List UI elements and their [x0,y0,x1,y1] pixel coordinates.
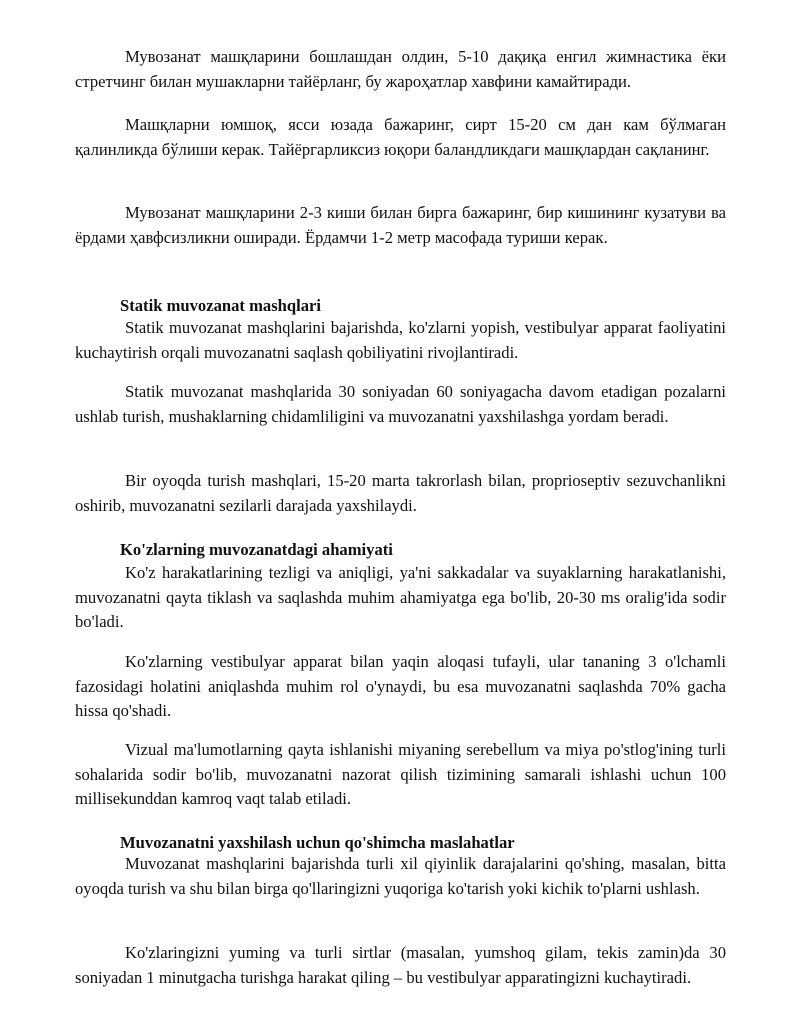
paragraph-difficulty: Muvozanat mashqlarini bajarishda turli xil qiyinlik darajalarini qo'shing, masalan, bitta oyoqda turish va shu bilan birga qo'llaringizni yuqoriga ko'tarish yoki kichik to'plarni ushlash. [75,854,726,898]
paragraph-vestibular-link: Ko'zlarning vestibulyar apparat bilan yaqin aloqasi tufayli, ular tananing 3 o'lchamli fazosidagi holatini aniqlashda muhim rol o'ynaydi, bu esa muvozanatni saqlashda 70% gacha hissa qo'shadi. [75,652,726,720]
paragraph-surfaces: Ko'zlaringizni yuming va turli sirtlar (masalan, yumshoq gilam, tekis zamin)da 30 soniyadan 1 minutgacha turishga harakat qiling – bu vestibulyar apparatingizni kuchaytiradi. [75,943,726,987]
paragraph-partner: Мувозанат машқларини 2-3 киши билан бирга бажаринг, бир кишининг кузатуви ва ёрдами ҳавфсизликни оширади. Ёрдамчи 1-2 метр масофада туриши керак. [75,203,726,247]
paragraph-one-leg: Bir oyoqda turish mashqlari, 15-20 marta takrorlash bilan, proprioseptiv sezuvchanlikni oshirib, muvozanatni sezilarli darajada yaxshilaydi. [75,471,726,515]
section-heading-static-exercises: Statik muvozanat mashqlari [120,296,321,315]
paragraph-warmup: Мувозанат машқларини бошлашдан олдин, 5-10 дақиқа енгил жимнастика ёки стретчинг билан мушакларни тайёрланг, бу жароҳатлар хавфини камайтиради. [75,47,726,91]
paragraph-surface: Машқларни юмшоқ, ясси юзада бажаринг, сирт 15-20 см дан кам бўлмаган қалинликда бўлиши керак. Тайёргарликсиз юқори баландликдаги машқлардан сақланинг. [75,115,726,159]
paragraph-static-eyes-closed: Statik muvozanat mashqlarini bajarishda, ko'zlarni yopish, vestibulyar apparat faoliyatini kuchaytirish orqali muvozanatni saqlash qobiliyatini rivojlantiradi. [75,318,726,362]
section-heading-extra-tips: Muvozanatni yaxshilash uchun qo'shimcha maslahatlar [120,833,515,852]
paragraph-visual-processing: Vizual ma'lumotlarning qayta ishlanishi miyaning serebellum va miya po'stlog'ining turli sohalarida sodir bo'lib, muvozanatni nazorat qilish tizimining samarali ishlashi uchun 100 millisekunddan kamroq vaqt talab etiladi. [75,740,726,808]
paragraph-saccades: Ko'z harakatlarining tezligi va aniqligi, ya'ni sakkadalar va suyaklarning harakatlanishi, muvozanatni qayta tiklash va saqlashda muhim ahamiyatga ega bo'lib, 20-30 ms oralig'ida sodir bo'ladi. [75,563,726,631]
section-heading-eyes: Ko'zlarning muvozanatdagi ahamiyati [120,540,393,559]
paragraph-static-duration: Statik muvozanat mashqlarida 30 soniyadan 60 soniyagacha davom etadigan pozalarni ushlab turish, mushaklarning chidamliligini va muvozanatni yaxshilashga yordam beradi. [75,382,726,426]
